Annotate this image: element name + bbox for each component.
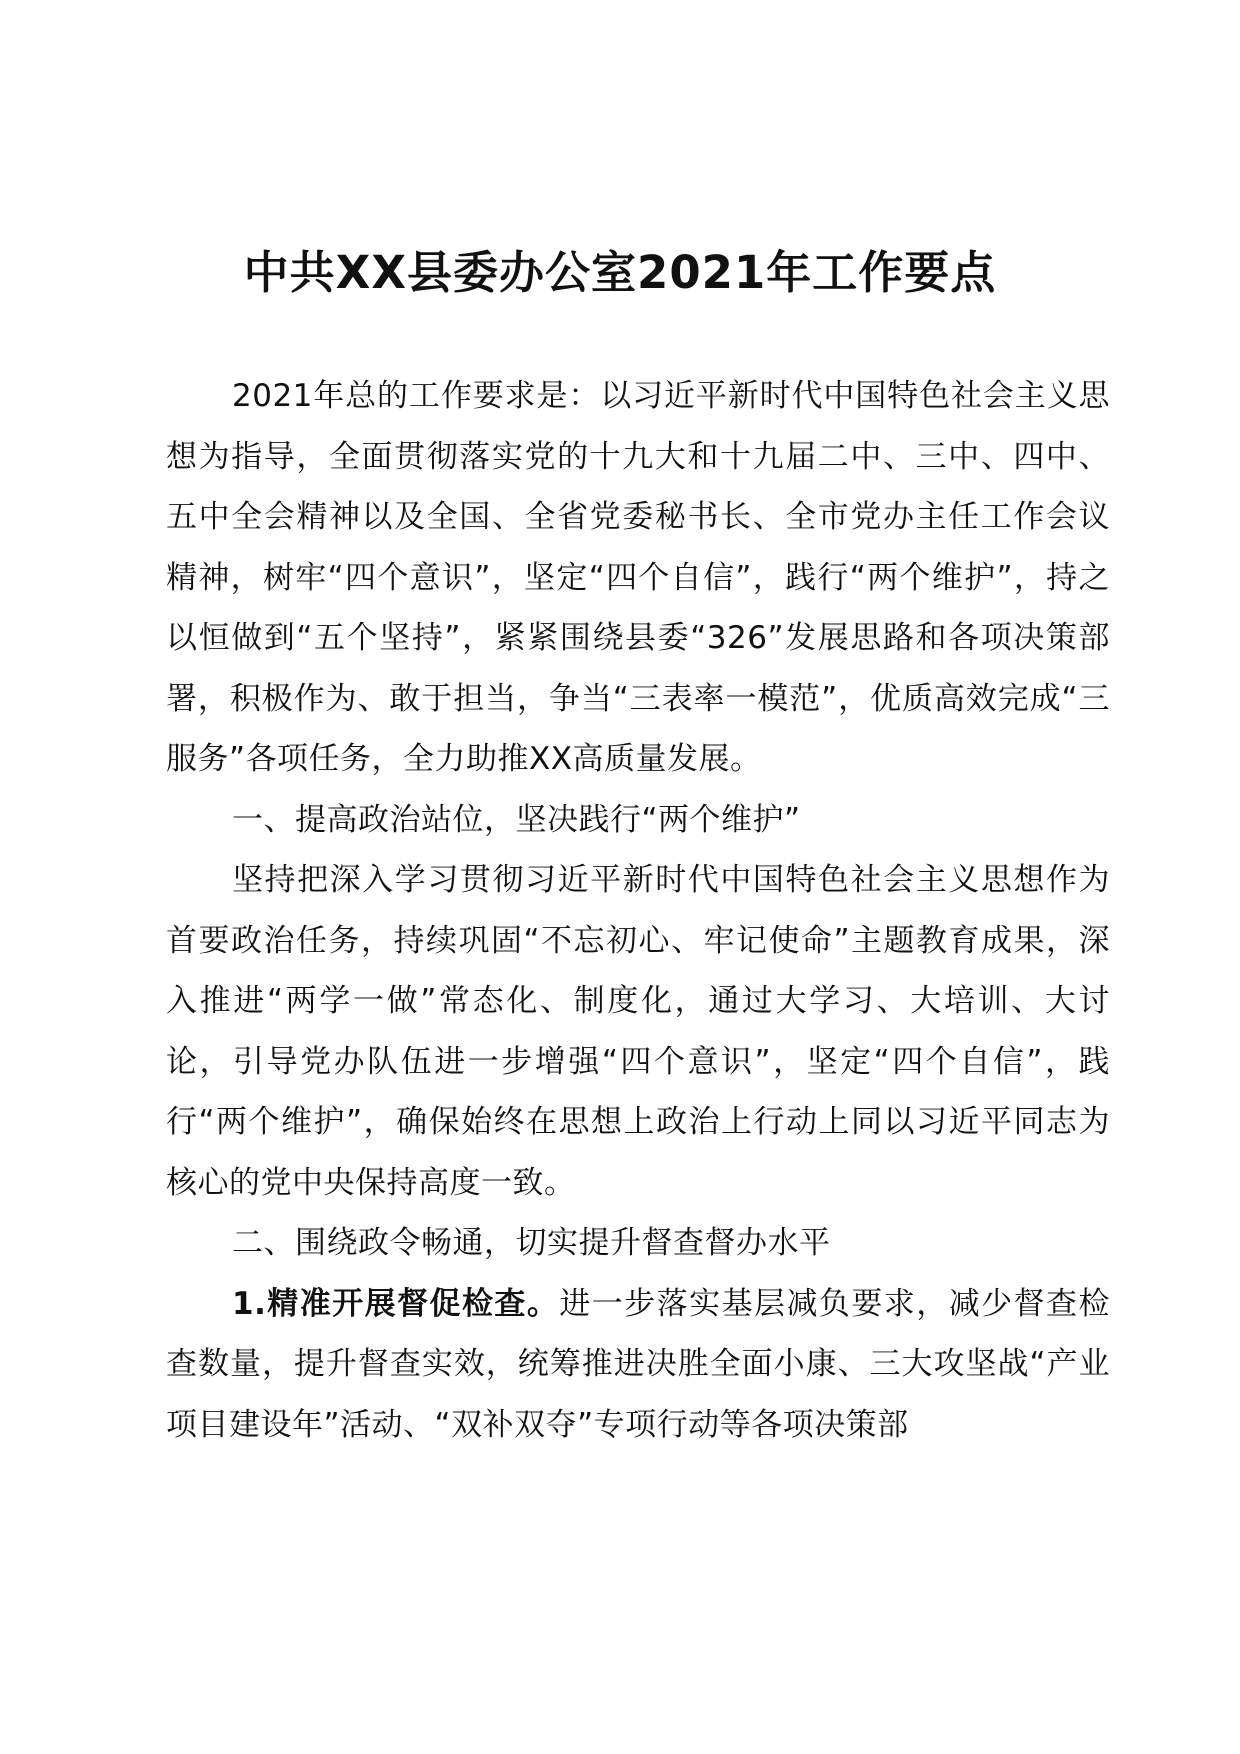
section-2-item-1-lead: 1.精准开展督促检查。 [232,1285,560,1322]
section-1-paragraph: 坚持把深入学习贯彻习近平新时代中国特色社会主义思想作为首要政治任务，持续巩固“不忘初心、牢记使命”主题教育成果，深入推进“两学一做”常态化、制度化，通过大学习、大培训、大讨论，引导党办队伍进一步增强“四个意识”，坚定“四个自信”，践行“两个维护”，确保始终在思想上政治上行动上同以习近平同志为核心的党中央保持高度一致。 [166,862,1110,1201]
document-body [166,366,1110,1455]
section-2-item-1-paragraph [166,1274,1110,1456]
section-2-item-1-body: 进一步落实基层减负要求，减少督查检查数量，提升督查实效，统筹推进决胜全面小康、三大攻坚战“产业项目建设年”活动、“双补双夺”专项行动等各项决策部 [166,1285,1110,1443]
intro-paragraph: 2021年总的工作要求是：以习近平新时代中国特色社会主义思想为指导，全面贯彻落实党的十九大和十九届二中、三中、四中、五中全会精神以及全国、全省党委秘书长、全市党办主任工作会议精神，树牢“四个意识”，坚定“四个自信”，践行“两个维护”，持之以恒做到“五个坚持”，紧紧围绕县委“326”发展思路和各项决策部署，积极作为、敢于担当，争当“三表率一模范”，优质高效完成“三服务”各项任务，全力助推XX高质量发展。 [166,378,1110,777]
section-1-heading: 一、提高政治站位，坚决践行“两个维护” [232,801,801,838]
document-title: 中共XX县委办公室2021年工作要点 [243,246,997,299]
section-2-heading: 二、围绕政令畅通，切实提升督查督办水平 [232,1225,831,1261]
